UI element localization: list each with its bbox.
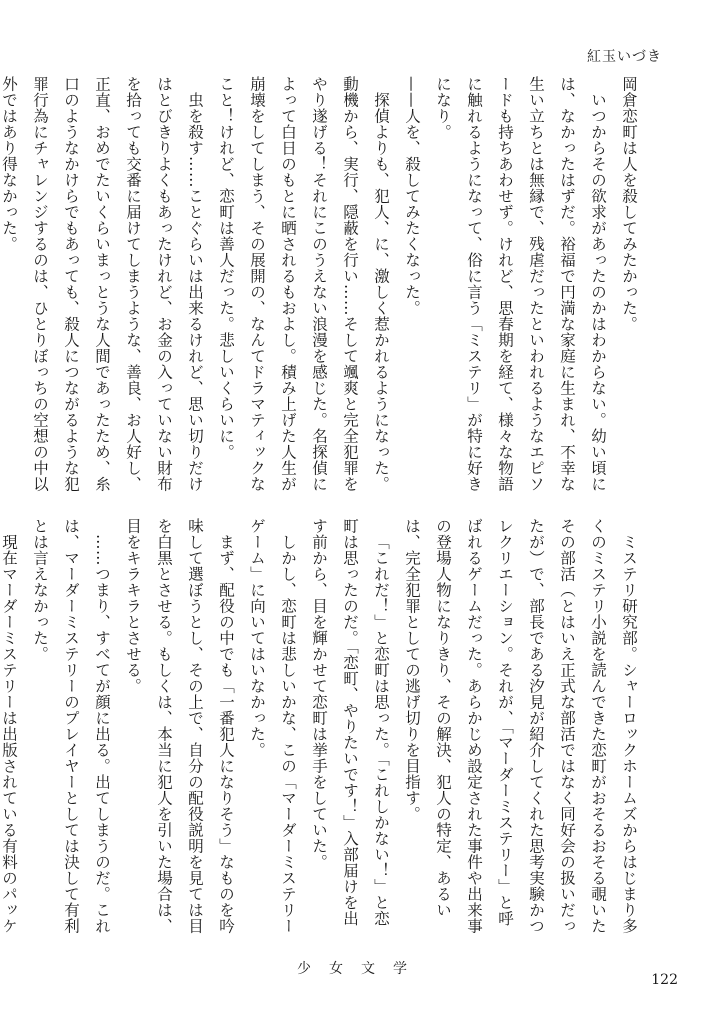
paragraph: ——人を、殺してみたくなった。 (403, 76, 421, 316)
paragraph: しかし、恋町は悲しいかな、この「マーダーミステリーゲーム」に向いてはいなかった。 (248, 518, 297, 934)
publication-title: 少女文学 (297, 961, 425, 977)
paragraph: ミステリ研究部。シャーロックホームズからはじまり多くのミステリ小説を読んできた恋町がおそるおそる覗いたその部活（とはいえ正式な部活ではなく同好会の扱いだったが）で、部長である汐見が紹介してくれた思考実験かつレクリエーション。それが、「マーダーミステリー」と呼ばれるゲームだった。あらかじめ設定された事件や出来事の登場人物になりきり、その解決、犯人の特定、あるいは、完全犯罪としての逃げ切りを目指す。 (403, 518, 638, 934)
paragraph: ……つまり、すべてが顔に出る。出てしまうのだ。これは、マーダーミステリーのプレイヤーとしては決して有利とは言えなかった。 (31, 518, 111, 934)
page-number: 122 (651, 972, 678, 988)
paragraph: 現在マーダーミステリーは出版されている有料のパッケ (0, 533, 18, 934)
author-name: 紅玉いづき (587, 49, 662, 65)
text-block-top (0, 76, 644, 496)
paragraph: 岡倉恋町は人を殺してみたかった。 (620, 76, 638, 332)
paragraph: まず、配役の中でも「一番犯人になりそう」なものを吟味して選ぼうとし、その上で、自分の配役説明を見ては目を白黒とさせる。もしくは、本当に犯人を引いた場合は、目をキラキラとさせる。 (124, 518, 235, 934)
paragraph: いつからその欲求があったのかはわからない。幼い頃には、なかったはずだ。裕福で円満な家庭に生まれ、不幸な生い立ちとは無縁で、残虐だったといわれるようなエピソードも持ちあわせず。けれど、思春期を経て、様々な物語に触れるようになって、俗に言う「ミステリ」が特に好きになり。 (434, 76, 607, 492)
paragraph: 探偵よりも、犯人、に、激しく惹かれるようになった。動機から、実行、隠蔽を行い……そして颯爽と完全犯罪をやり遂げる！それにこのうえない浪漫を感じた。名探偵によって白日のもとに晒されるもおよし。積み上げた人生が崩壊をしてしまう、その展開の、なんてドラマティックなこと！けれど、恋町は善人だった。悲しいくらいに。 (217, 76, 390, 492)
paragraph: 虫を殺す……ことぐらいは出来るけれど、思い切りだけはとびきりよくもあったけれど、お金の入っていない財布を拾っても交番に届けてしまうような、善良、お人好し、正直、おめでたいくらいまっとうな人間であったため、糸口のようなかけらでもあっても、殺人につながるような犯罪行為にチャレンジするのは、ひとりぼっちの空想の中以外ではあり得なかった。 (0, 76, 204, 492)
paragraph: 「これだ！」と恋町は思った。「これしかない！」と恋町は思ったのだ。「恋町、やりたいです！」入部届けを出す前から、目を輝かせて恋町は挙手をしていた。 (310, 518, 390, 927)
text-block-bottom (0, 518, 644, 938)
